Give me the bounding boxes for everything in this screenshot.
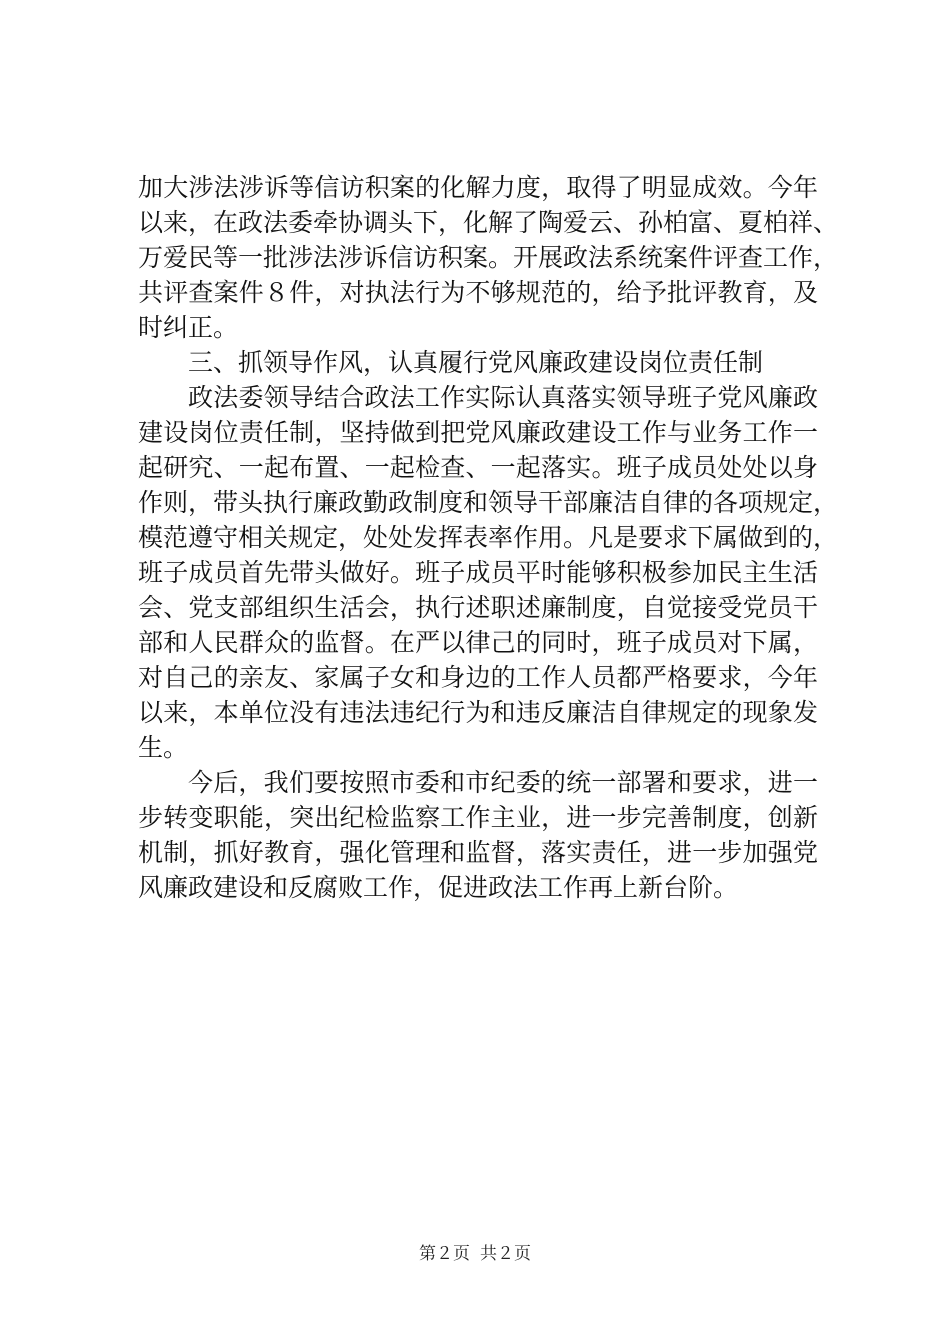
text-line: 生。 <box>138 733 189 762</box>
text-line: 万爱民等一批涉法涉诉信访积案。开展政法系统案件评查工作， <box>138 243 839 272</box>
text-line: 起研究、一起布置、一起检查、一起落实。班子成员处处以身 <box>138 453 818 482</box>
text-line: 今后，我们要按照市委和市纪委的统一部署和要求，进一 <box>188 768 818 797</box>
text-line: 步转变职能，突出纪检监察工作主业，进一步完善制度，创新 <box>138 803 818 832</box>
text-line: 模范遵守相关规定，处处发挥表率作用。凡是要求下属做到的， <box>138 523 839 552</box>
text-line: 时纠正。 <box>138 313 239 342</box>
text-line: 机制，抓好教育，强化管理和监督，落实责任，进一步加强党 <box>138 838 818 867</box>
text-line: 对自己的亲友、家属子女和身边的工作人员都严格要求，今年 <box>138 663 818 692</box>
section-heading: 三、抓领导作风，认真履行党风廉政建设岗位责任制 <box>188 348 764 377</box>
page-number: 第２页 <box>419 1244 470 1264</box>
text-line: 加大涉法涉诉等信访积案的化解力度，取得了明显成效。今年 <box>138 173 818 202</box>
text-line: 以来，在政法委牵协调头下，化解了陶爱云、孙柏富、夏柏祥、 <box>138 208 839 237</box>
text-line: 会、党支部组织生活会，执行述职述廉制度，自觉接受党员干 <box>138 593 818 622</box>
document-body <box>138 170 839 905</box>
text-line: 共评查案件８件，对执法行为不够规范的，给予批评教育，及 <box>138 278 818 307</box>
text-line: 部和人民群众的监督。在严以律己的同时，班子成员对下属， <box>138 628 818 657</box>
text-line: 以来，本单位没有违法违纪行为和违反廉洁自律规定的现象发 <box>138 698 818 727</box>
text-line: 建设岗位责任制，坚持做到把党风廉政建设工作与业务工作一 <box>138 418 818 447</box>
page-footer <box>0 1242 950 1266</box>
text-line: 班子成员首先带头做好。班子成员平时能够积极参加民主生活 <box>138 558 818 587</box>
text-line: 政法委领导结合政法工作实际认真落实领导班子党风廉政 <box>188 383 818 412</box>
text-line: 作则，带头执行廉政勤政制度和领导干部廉洁自律的各项规定， <box>138 488 839 517</box>
text-line: 风廉政建设和反腐败工作，促进政法工作再上新台阶。 <box>138 873 739 902</box>
page-total: 共２页 <box>480 1244 531 1264</box>
